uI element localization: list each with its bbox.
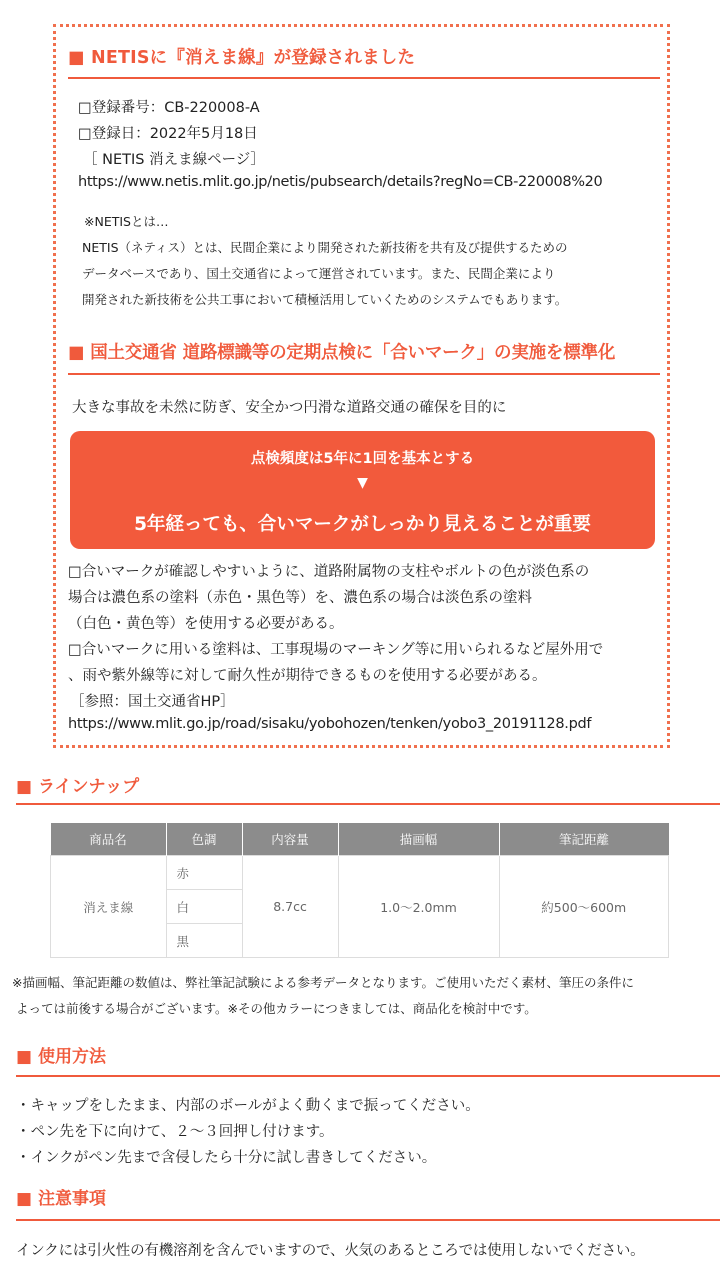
table-header-row	[51, 823, 669, 856]
usage-step: ・キャップをしたまま、内部のボールがよく動くまで振ってください。	[16, 1098, 480, 1114]
column-header: 色調	[166, 823, 242, 856]
usage-step: ・ペン先を下に向けて、２〜３回押し付けます。	[16, 1124, 334, 1140]
caution-heading: ■ 注意事項	[16, 1189, 106, 1209]
mlit-heading-rule	[68, 373, 660, 375]
mlit-body-line: 場合は濃色系の塗料（赤色・黒色等）を、濃色系の場合は淡色系の塗料	[68, 590, 532, 606]
mlit-body-line: （白色・黄色等）を使用する必要がある。	[68, 616, 344, 632]
width-cell: 1.0〜2.0mm	[338, 856, 499, 958]
netis-about-line: 開発された新技術を公共工事において積極活用していくためのシステムでもあります。	[82, 292, 568, 307]
column-header: 筆記距離	[499, 823, 669, 856]
registration-date: □登録日：2022年5月18日	[78, 126, 258, 142]
lineup-table	[50, 823, 669, 958]
netis-page-url[interactable]: https://www.netis.mlit.go.jp/netis/pubsearch/details?regNo=CB-220008%20	[78, 174, 603, 190]
callout-line2: 5年経っても、合いマークがしっかり見えることが重要	[134, 514, 591, 535]
product-name-cell: 消えま線	[51, 856, 167, 958]
netis-page-label: ［ NETIS 消えま線ページ］	[83, 152, 265, 168]
lineup-heading-rule	[16, 803, 720, 805]
netis-heading: ■ NETISに『消えま線』が登録されました	[68, 48, 416, 68]
color-cell: 白	[166, 890, 242, 924]
column-header: 内容量	[242, 823, 338, 856]
lineup-heading: ■ ラインナップ	[16, 777, 140, 797]
usage-heading-rule	[16, 1075, 720, 1077]
caution-heading-rule	[16, 1219, 720, 1221]
column-header: 商品名	[51, 823, 167, 856]
table-row	[51, 856, 669, 890]
mlit-heading: ■ 国土交通省 道路標識等の定期点検に「合いマーク」の実施を標準化	[68, 343, 616, 363]
netis-about-line: NETIS（ネティス）とは、民間企業により開発された新技術を共有及び提供するための	[82, 240, 568, 255]
column-header: 描画幅	[338, 823, 499, 856]
usage-heading: ■ 使用方法	[16, 1047, 106, 1067]
mlit-body-line: □合いマークが確認しやすいように、道路附属物の支柱やボルトの色が淡色系の	[68, 564, 590, 580]
lineup-note-line: ※描画幅、筆記距離の数値は、弊社筆記試験による参考データとなります。ご使用いただく素材、筆圧の条件に	[12, 975, 634, 990]
volume-cell: 8.7cc	[242, 856, 338, 958]
registration-number: □登録番号：CB-220008-A	[78, 100, 260, 116]
netis-about-title: ※NETISとは…	[84, 214, 169, 229]
caution-text: インクには引火性の有機溶剤を含んでいますので、火気のあるところでは使用しないでください。	[16, 1243, 645, 1259]
mlit-body-line: □合いマークに用いる塗料は、工事現場のマーキング等に用いられるなど屋外用で	[68, 642, 604, 658]
netis-heading-rule	[68, 77, 660, 79]
usage-step: ・インクがペン先まで含侵したら十分に試し書きしてください。	[16, 1150, 437, 1166]
color-cell: 赤	[166, 856, 242, 890]
distance-cell: 約500〜600m	[499, 856, 669, 958]
color-cell: 黒	[166, 924, 242, 958]
mlit-intro: 大きな事故を未然に防ぎ、安全かつ円滑な道路交通の確保を目的に	[72, 400, 507, 416]
mlit-body-line: 、雨や紫外線等に対して耐久性が期待できるものを使用する必要がある。	[68, 668, 547, 684]
netis-about-line: データベースであり、国土交通省によって運営されています。また、民間企業により	[82, 266, 556, 281]
callout-line1: 点検頻度は5年に1回を基本とする	[250, 451, 475, 467]
inspection-callout	[70, 431, 655, 549]
down-arrow-icon: ▼	[357, 475, 368, 491]
lineup-note-line: よっては前後する場合がございます。※その他カラーにつきましては、商品化を検討中です。	[16, 1001, 537, 1016]
mlit-reference-url[interactable]: https://www.mlit.go.jp/road/sisaku/yobohozen/tenken/yobo3_20191128.pdf	[68, 716, 592, 732]
mlit-reference-label: ［参照：国土交通省HP］	[70, 694, 235, 710]
